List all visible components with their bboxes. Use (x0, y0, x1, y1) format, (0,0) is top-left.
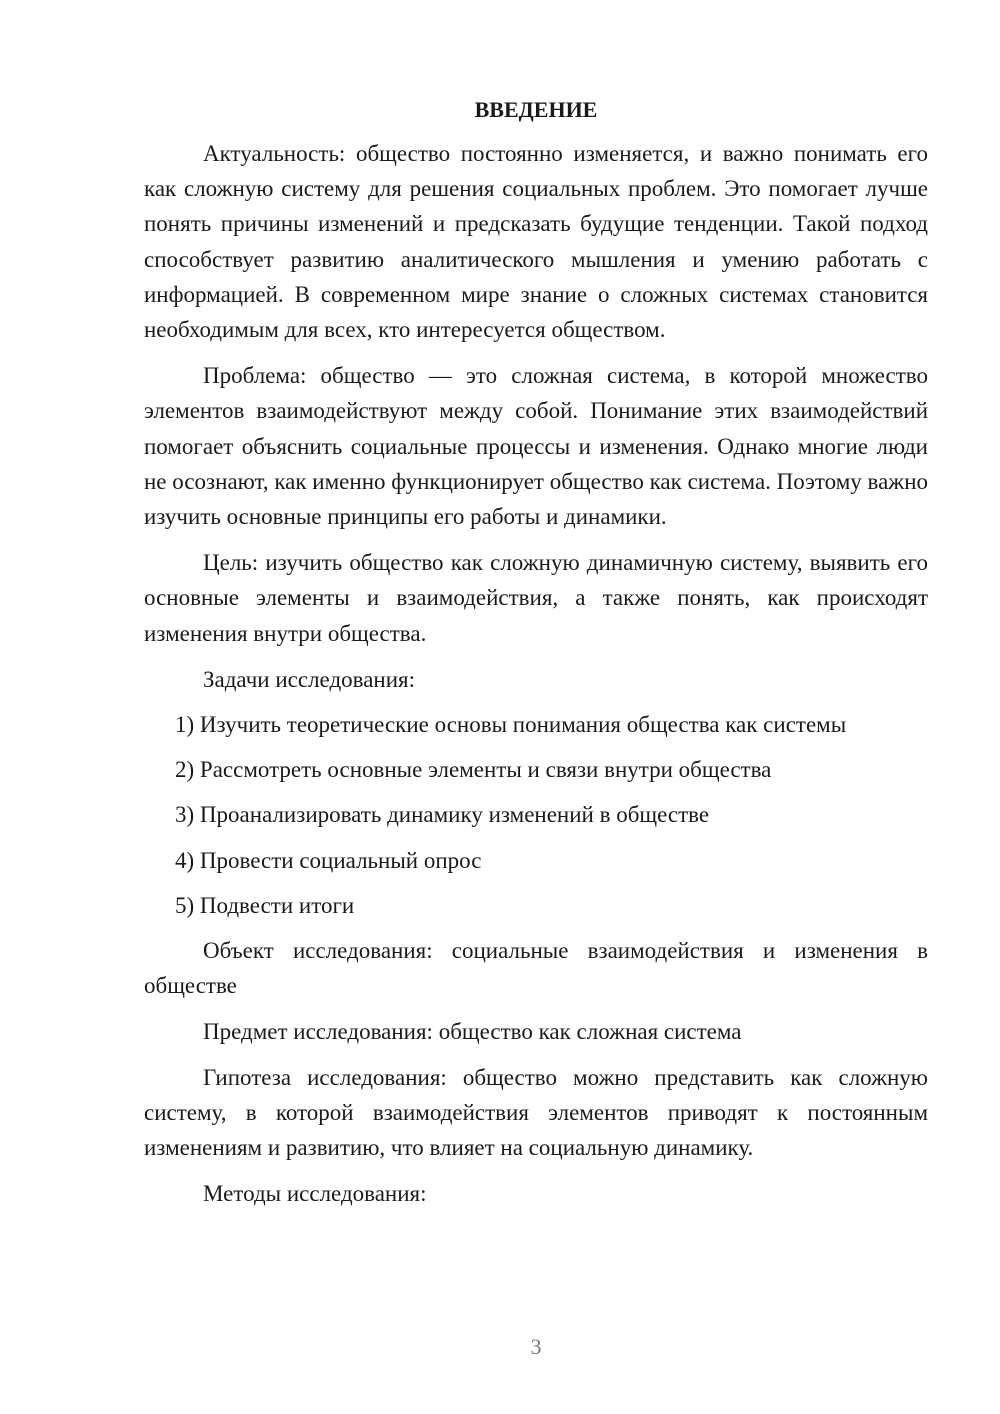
page-number: 3 (530, 1334, 542, 1359)
methods-title: Методы исследования: (203, 1181, 427, 1207)
task-item: 2) Рассмотреть основные элементы и связи внутри общества (175, 757, 772, 783)
goal-paragraph: Цель: изучить общество как сложную динамичную систему, выявить его основные элементы и взаимодействия, а также понять, как происходят изменения внутри общества. (144, 550, 928, 646)
object-paragraph: Объект исследования: социальные взаимодействия и изменения в обществе (144, 938, 928, 999)
tasks-list (144, 707, 928, 923)
subject-paragraph: Предмет исследования: общество как сложная система (203, 1019, 742, 1045)
document-body (144, 94, 928, 1221)
task-item: 5) Подвести итоги (175, 892, 355, 918)
task-item: 3) Проанализировать динамику изменений в обществе (175, 802, 710, 828)
task-item: 4) Провести социальный опрос (175, 847, 482, 873)
tasks-title: Задачи исследования: (203, 666, 416, 692)
relevance-paragraph: Актуальность: общество постоянно изменяется, и важно понимать его как сложную систему для решения социальных проблем. Это помогает лучше понять причины изменений и предсказать будущие тенденции. Такой подход способствует развитию аналитического мышления и умению работать с информацией. В современном мире знание о сложных системах становится необходимым для всех, кто интересуется обществом. (144, 141, 928, 343)
section-heading: ВВЕДЕНИЕ (474, 97, 598, 122)
problem-paragraph: Проблема: общество — это сложная система, в которой множество элементов взаимодействуют между собой. Понимание этих взаимодействий помогает объяснить социальные процессы и изменения. Однако многие люди не осознают, как именно функционирует общество как система. Поэтому важно изучить основные принципы его работы и динамики. (144, 363, 928, 530)
task-item: 1) Изучить теоретические основы понимания общества как системы (175, 712, 847, 738)
hypothesis-paragraph: Гипотеза исследования: общество можно представить как сложную систему, в которой взаимодействия элементов приводят к постоянным изменениям и развитию, что влияет на социальную динамику. (144, 1064, 928, 1161)
